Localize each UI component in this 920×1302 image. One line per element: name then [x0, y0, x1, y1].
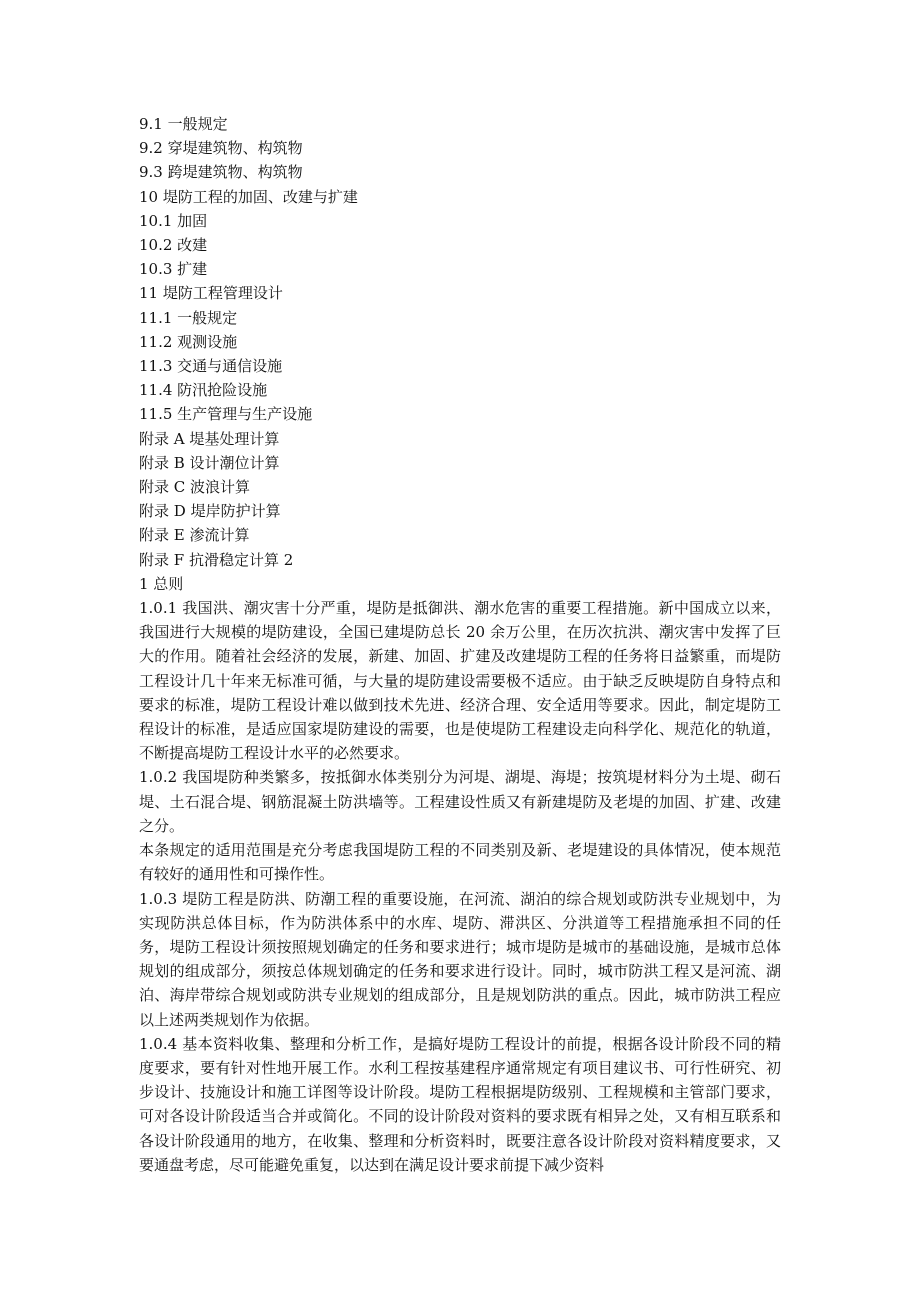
paragraph-1-0-4: 1.0.4 基本资料收集、整理和分析工作，是搞好堤防工程设计的前提，根据各设计阶段不同的精度要求，要有针对性地开展工作。水利工程按基建程序通常规定有项目建议书、可行性研究、初步设计、技施设计和施工详图等设计阶段。堤防工程根据堤防级别、工程规模和主管部门要求，可对各设计阶段适当合并或简化。不同的设计阶段对资料的要求既有相异之处，又有相互联系和各设计阶段通用的地方，在收集、整理和分析资料时，既要注意各设计阶段对资料精度要求，又要通盘考虑，尽可能避免重复，以达到在满足设计要求前提下减少资料 [139, 1034, 781, 1174]
toc-entry-11-1: 11.1 一般规定 [139, 308, 238, 327]
toc-entry-9-1: 9.1 一般规定 [139, 115, 228, 133]
toc-entry-10-2: 10.2 改建 [139, 236, 208, 255]
toc-entry-10: 10 堤防工程的加固、改建与扩建 [139, 187, 358, 206]
paragraph-1-0-1: 1.0.1 我国洪、潮灾害十分严重，堤防是抵御洪、潮水危害的重要工程措施。新中国成立以来，我国进行大规模的堤防建设，全国已建堤防总长 20 余万公里，在历次抗洪、潮灾害中发挥了巨大的作用。随着社会经济的发展，新建、加固、扩建及改建堤防工程的任务将日益繁重，而堤防工程设计几十年来无标准可循，与大量的堤防建设需要极不适应。由于缺乏反映堤防自身特点和要求的标准，堤防工程设计难以做到技术先进、经济合理、安全适用等要求。因此，制定堤防工程设计的标准，是适应国家堤防建设的需要，也是使堤防工程建设走向科学化、规范化的轨道，不断提高堤防工程设计水平的必然要求。 [139, 599, 781, 763]
toc-entry-appendix-a: 附录 A 堤基处理计算 [139, 429, 280, 448]
toc-entry-9-2: 9.2 穿堤建筑物、构筑物 [139, 139, 303, 158]
toc-entry-10-1: 10.1 加固 [139, 211, 208, 230]
table-of-contents [139, 112, 781, 572]
paragraph-1-0-2: 1.0.2 我国堤防种类繁多，按抵御水体类别分为河堤、湖堤、海堤；按筑堤材料分为土堤、砌石堤、土石混合堤、钢筋混凝土防洪墙等。工程建设性质又有新建堤防及老堤的加固、扩建、改建之分。 [139, 768, 781, 835]
toc-entry-11-4: 11.4 防汛抢险设施 [139, 381, 268, 400]
toc-entry-10-3: 10.3 扩建 [139, 260, 208, 279]
toc-entry-appendix-e: 附录 E 渗流计算 [139, 526, 250, 545]
toc-entry-appendix-b: 附录 B 设计潮位计算 [139, 453, 280, 472]
toc-entry-9-3: 9.3 跨堤建筑物、构筑物 [139, 163, 303, 182]
toc-entry-11-3: 11.3 交通与通信设施 [139, 357, 283, 376]
paragraph-1-0-3: 1.0.3 堤防工程是防洪、防潮工程的重要设施，在河流、湖泊的综合规划或防洪专业规划中，为实现防洪总体目标，作为防洪体系中的水库、堤防、滞洪区、分洪道等工程措施承担不同的任务，堤防工程设计须按照规划确定的任务和要求进行；城市堤防是城市的基础设施，是城市总体规划的组成部分，须按总体规划确定的任务和要求进行设计。同时，城市防洪工程又是河流、湖泊、海岸带综合规划或防洪专业规划的组成部分，且是规划防洪的重点。因此，城市防洪工程应以上述两类规划作为依据。 [139, 889, 781, 1029]
toc-entry-appendix-d: 附录 D 堤岸防护计算 [139, 502, 281, 521]
section-title: 1 总则 [139, 574, 184, 593]
toc-entry-11-5: 11.5 生产管理与生产设施 [139, 405, 313, 424]
toc-entry-11-2: 11.2 观测设施 [139, 332, 238, 351]
toc-entry-11: 11 堤防工程管理设计 [139, 284, 283, 303]
toc-entry-appendix-c: 附录 C 波浪计算 [139, 478, 251, 497]
document-body [139, 112, 781, 1177]
toc-entry-appendix-f: 附录 F 抗滑稳定计算 2 [139, 550, 294, 569]
paragraph-scope-note: 本条规定的适用范围是充分考虑我国堤防工程的不同类别及新、老堤建设的具体情况，使本规范有较好的通用性和可操作性。 [139, 841, 781, 884]
